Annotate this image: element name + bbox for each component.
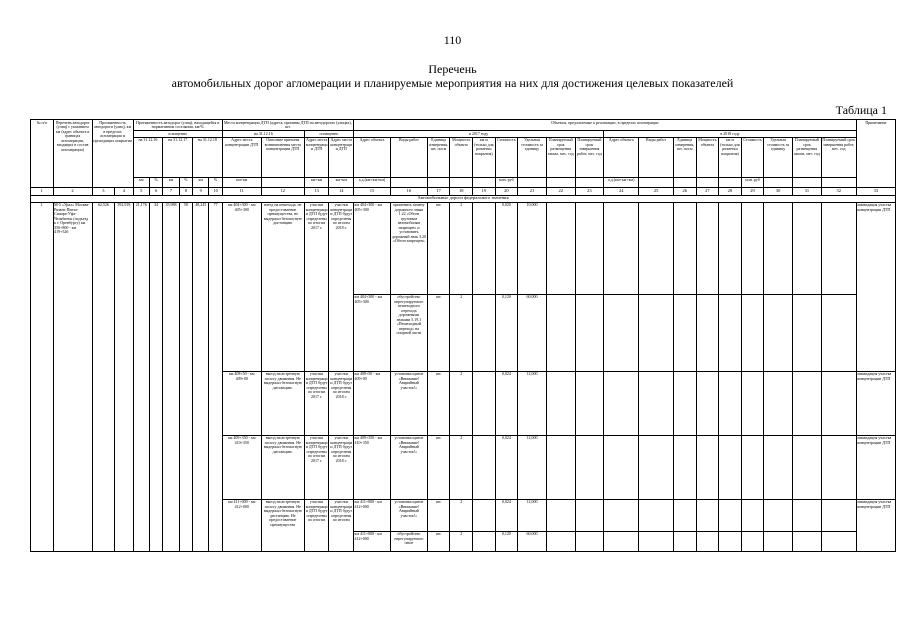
dtp-2017: участки концентрации ДТП будут определены по итогам 2017 г. (304, 202, 329, 371)
header-dtp: Места концентрации ДТП (адреса, причины ДТП на автодорогах (улицах), шт. (224, 119, 352, 129)
work-type: обустройство нерегулируемого пеше (390, 531, 427, 551)
unit: шт. (427, 435, 450, 499)
dtp-2017: участки концентрации ДТП будут определены по итогам 2017 г. (304, 435, 329, 499)
header-unit-18: Единица измерения, шт, пог.м (674, 137, 697, 177)
cost: 0,120 (495, 531, 518, 551)
unit-kmkm-c: км+км (329, 177, 354, 187)
dtp-address: км 409+350 - км 410+350 (222, 435, 261, 499)
roads-table-container (30, 119, 896, 624)
dtp-address: км 404+300 - км 405+300 (222, 202, 261, 371)
dtp-2018: участки концентрации ДТП будут определены по итогам 2018 г. (329, 202, 354, 371)
unit-cost: 12,000 (518, 499, 547, 531)
title-line-2: автомобильных дорог агломерации и планируемые мероприятия на них для достижения целевых показателей (171, 76, 734, 90)
header-cost-18: Стоимость (741, 137, 764, 177)
header-kmpaint-17: км м (только для разметки покрытия) (472, 137, 495, 177)
unit-km-b: км (163, 177, 179, 187)
header-end-18: Планируемый срок завершения работ, мес. год (821, 137, 856, 177)
header-power-17: Мощность объекта (450, 137, 473, 177)
header-year-2017: в 2017 году (354, 131, 604, 138)
header-state: Протяженность автодорог (улиц), находящейся в нормативном состоянии, км/% (133, 120, 222, 131)
unit-kmkm-b: км+км (304, 177, 329, 187)
header-length: Протяженность автодороги (улиц), км в пределах агломерации и проходящих покрытия (92, 120, 133, 188)
header-note: Примечание (856, 120, 895, 188)
header-state-1218: на 31.12.18 (193, 137, 223, 177)
page-number: 110 (443, 33, 462, 47)
power: 2 (450, 202, 473, 294)
dtp-address: км 408+50 - км 409+00 (222, 371, 261, 435)
header-obj-addr-17: Адрес объекта (354, 137, 391, 177)
dtp-2017: участки концентрации ДТП будут определены по итогам (304, 499, 329, 551)
unit-mln-18: млн. руб (741, 177, 764, 187)
power: 2 (450, 294, 473, 371)
header-unitcost-17: Удельная стоимость за единицу (518, 137, 547, 177)
dtp-description: выезд на встречную полосу движения. Не выдержал безопасную дистанцию. Не предоставление преимущества (261, 499, 304, 551)
title-line-1: Перечень (428, 62, 477, 76)
object-address: км 408+50 - км 409+00 (354, 371, 391, 435)
cost: 0,120 (495, 294, 518, 371)
header-work-17: Виды работ (390, 137, 427, 177)
dtp-2017: участки концентрации ДТП будут определены по итогам 2017 г. (304, 371, 329, 435)
document-title (0, 62, 905, 90)
cost: 0,020 (495, 202, 518, 294)
unit: шт. (427, 531, 450, 551)
header-kmpaint-18: км м (только для разметки покрытия) (719, 137, 742, 177)
header-no: № п/п (31, 120, 54, 188)
header-dtp-addr: Адрес места концентрации ДТП (222, 137, 261, 177)
header-dtp-a17: Адрес места концентрации ДТП (304, 137, 329, 177)
object-address: км 404+300 - км 405+300 (354, 294, 391, 371)
state-2016-pct: 34 (149, 202, 162, 551)
note: ликвидация участка концентрации ДТП (856, 202, 895, 371)
note: ликвидация участка концентрации ДТП (856, 499, 895, 551)
state-2017-km: 35,988 (163, 202, 179, 551)
header-state-1217: на 31.12.17 (163, 137, 193, 177)
dtp-2018: участки концентрации ДТП будут определены по итогам 2018 г. (329, 435, 354, 499)
dtp-description: выезд на встречную полосу движения. Не выдержал безопасную дистанцию. (261, 435, 304, 499)
unit-cost: 10,000 (518, 202, 547, 294)
column-number-row: 1 2 3 4 5 6 7 8 9 10 11 12 13 14 15 16 17 18 19 20 21 22 23 24 25 26 27 28 29 30 31 32 33 (31, 187, 896, 195)
unit-kmkm-a: км+км (222, 177, 261, 187)
work-type: применить замену дорожного знака 1.22 «Обгон грузовым автомобилям запрещен» и установить дорожный знак 3.20 «Обгон запрещен» (390, 202, 427, 294)
unit: шт. (427, 294, 450, 371)
unit: шт. (427, 371, 450, 435)
unit-cost: 12,000 (518, 371, 547, 435)
state-2018-km: 48,245 (193, 202, 209, 551)
unit-km-a: км (133, 177, 149, 187)
header-start-17: Планируемый срок размещения заказа, мес. год (546, 137, 575, 177)
cost: 0,024 (495, 499, 518, 531)
unit-cost: 60,000 (518, 531, 547, 551)
power: 2 (450, 531, 473, 551)
unit-addr-17: а.д.(км+км+км) (354, 177, 391, 187)
state-2018-pct: 77 (209, 202, 222, 551)
power: 2 (450, 435, 473, 499)
unit-cost: 60,000 (518, 294, 547, 371)
road-length: 62,526 (92, 202, 115, 551)
object-address: км 409+350 - км 410+350 (354, 435, 391, 499)
unit-pct-a: % (149, 177, 162, 187)
state-2016-km: 21,176 (133, 202, 149, 551)
header-start-18: Планируемый срок размещения заказа, мес. год (792, 137, 821, 177)
dtp-description: выезд на встречную полосу движения. Не выдержал безопасную дистанцию. (261, 371, 304, 435)
table-label: Таблица 1 (835, 103, 887, 117)
table-row (31, 202, 896, 294)
row-number: 1. (31, 202, 54, 551)
state-2017-pct: 58 (179, 202, 192, 551)
header-dtp-desc: Описание причины возникновения места концентрации ДТП (261, 137, 304, 177)
unit-addr-18: а.д.(км+км+км) (604, 177, 639, 187)
cost: 0,024 (495, 371, 518, 435)
header-year-2018: в 2018 году (604, 131, 857, 138)
work-type: установка щитов «Внимание! Аварийный участок!» (390, 499, 427, 531)
header-cost-17: Стоимость (495, 137, 518, 177)
unit: шт. (427, 499, 450, 531)
header-work-18: Виды работ (639, 137, 674, 177)
header-objects: Объекты, предлагаемые к реализации, в пределах агломерации (354, 120, 857, 131)
power: 2 (450, 371, 473, 435)
work-type: установка щитов «Внимание! Аварийный участок!» (390, 371, 427, 435)
unit-pct-c: % (209, 177, 222, 187)
section-title: Автомобильные дороги федерального значения (31, 195, 896, 202)
header-unitcost-18: Удельная стоимость за единицу (764, 137, 793, 177)
dtp-address: км 411+000 - км 412+000 (222, 499, 261, 551)
cost: 0,024 (495, 435, 518, 499)
unit-km-c: км (193, 177, 209, 187)
object-address: км 411+000 - км 412+000 (354, 499, 391, 531)
header-state-1216: на 31.12.16 (133, 137, 163, 177)
unit-cost: 12,000 (518, 435, 547, 499)
power: 2 (450, 499, 473, 531)
object-address: км 411+000 - км 412+000 (354, 531, 391, 551)
header-road: Перечень автодорог (улиц) с указанием км (адрес объекта в границах агломерации, входящих в состав агломерации) (53, 120, 92, 188)
header-dtp-1216: на 31.12.16 (222, 131, 304, 138)
unit-pct-b: % (179, 177, 192, 187)
road-length-km: 592,918 (115, 202, 133, 551)
work-type: обустройство нерегулируемого пешеходного перехода дорожными знаками 5.19.1 «Пешеходный переход» на опорной части (390, 294, 427, 371)
work-type: установка щитов «Внимание! Аварийный участок!» (390, 435, 427, 499)
road-name: М-5 «Урал» Москва-Рязань-Пенза-Самара-Уфа-Челябинск (подъезд к г. Оренбургу) км 356+800 - км 419+526 (53, 202, 92, 551)
unit: шт. (427, 202, 450, 294)
unit-mln-17: млн. руб (495, 177, 518, 187)
object-address: км 404+300 - км 405+300 (354, 202, 391, 294)
header-end-17: Планируемый срок завершения работ, мес. год (575, 137, 604, 177)
header-unit-17: Единица измерения, шт, пог.м (427, 137, 450, 177)
header-obj-addr-18: Адрес объекта (604, 137, 639, 177)
header-dtp-as-of: оснащенно (304, 131, 353, 138)
roads-table (30, 119, 896, 552)
header-dtp-a18: Адрес места концентрации ДТП (329, 137, 354, 177)
note: ликвидация участка концентрации ДТП (856, 435, 895, 499)
dtp-description: наезд на пешехода, не предоставление преимущества, не выдержал безопасную дистанцию (261, 202, 304, 371)
dtp-2018: участки концентрации ДТП будут определены по итогам (329, 499, 354, 551)
header-as-of: оснащенно (133, 131, 222, 138)
dtp-2018: участки концентрации ДТП будут определены по итогам 2018 г. (329, 371, 354, 435)
header-power-18: Мощность объекта (696, 137, 719, 177)
note: ликвидация участка концентрации ДТП (856, 371, 895, 435)
